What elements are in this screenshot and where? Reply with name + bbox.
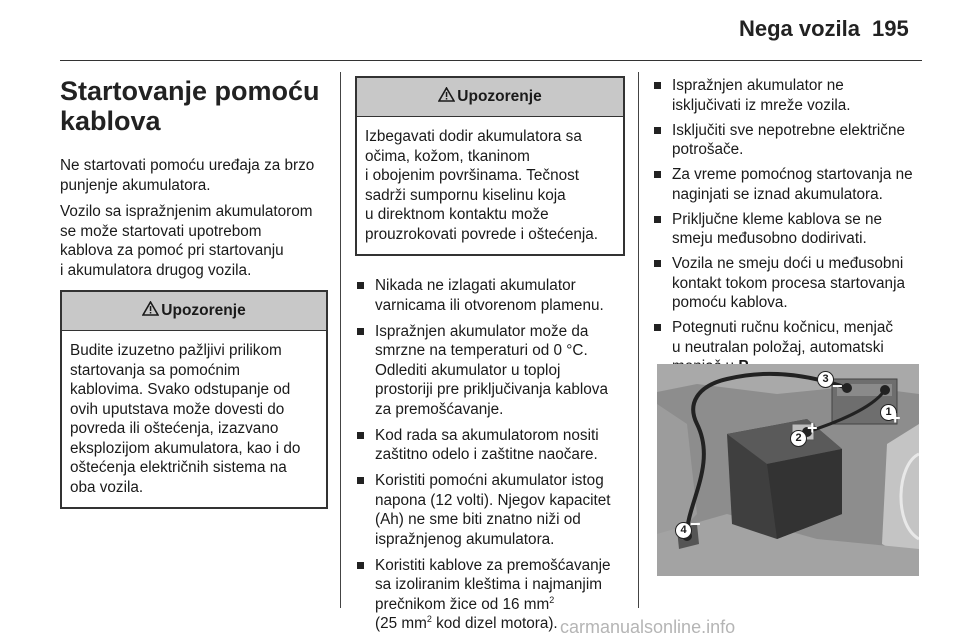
- engine-bay-drawing: [657, 364, 919, 576]
- text-line: povreda ili oštećenja, izazvano: [70, 420, 279, 437]
- warning-box: [60, 290, 328, 509]
- text-line: Koristiti pomoćni akumulator istog: [375, 472, 604, 489]
- running-header-title: Nega vozila: [738, 16, 860, 41]
- text-line: i obojenim površinama. Tečnost: [365, 167, 579, 184]
- bullet-square-icon: [357, 477, 364, 484]
- text-line: u direktnom kontaktu može: [365, 206, 549, 223]
- text-line: očima, kožom, tkaninom: [365, 147, 530, 165]
- intro-paragraph: [60, 156, 328, 195]
- text-line: sa izoliranim kleštima i najmanjim: [375, 576, 602, 593]
- text-line: pomoću kablova.: [672, 294, 788, 311]
- text-line: u neutralan položaj, automatski: [672, 338, 884, 356]
- text-line: Vozilo sa ispražnjenim akumulatorom: [60, 203, 313, 220]
- warning-body: [62, 331, 326, 507]
- text-line: (Ah) ne sme biti znatno niži od: [375, 511, 581, 528]
- list-item: [652, 210, 928, 249]
- section-title: [60, 76, 328, 136]
- text-line: kontakt tokom procesa startovanja: [672, 274, 905, 292]
- plus-symbol: +: [807, 418, 818, 438]
- bullet-square-icon: [654, 127, 661, 134]
- text-line: kablova za pomoć pri startovanju: [60, 242, 284, 259]
- header-rule: [60, 60, 922, 61]
- text-line: prostoriji pre priključivanja kablova: [375, 381, 608, 398]
- superscript: 2: [549, 594, 555, 605]
- bullet-square-icon: [357, 562, 364, 569]
- section-title-line: kablova: [60, 106, 161, 136]
- text-line: za premošćavanje.: [375, 400, 504, 418]
- minus-symbol: −: [832, 376, 843, 396]
- column-divider: [638, 72, 639, 608]
- text-line: zaštitno odelo i zaštitne naočare.: [375, 446, 598, 463]
- text-line: Potegnuti ručnu kočnicu, menjač: [672, 319, 894, 336]
- bullet-square-icon: [654, 171, 661, 178]
- text-line: Isključiti sve nepotrebne električne: [672, 121, 905, 139]
- watermark: carmanualsonline.info: [560, 617, 736, 637]
- list-item: [355, 276, 625, 315]
- warning-triangle-icon: [142, 301, 159, 322]
- text-line: napona (12 volti). Njegov kapacitet: [375, 491, 611, 509]
- text-line: oba vozila.: [70, 478, 144, 496]
- column-2: [355, 76, 625, 640]
- text-line: Izbegavati dodir akumulatora sa: [365, 128, 582, 145]
- list-item: [355, 322, 625, 420]
- callout-4: 4: [675, 522, 692, 539]
- list-item: [355, 426, 625, 465]
- text-line: ovih uputstava može dovesti do: [70, 400, 285, 418]
- warning-box: [355, 76, 625, 256]
- bullet-square-icon: [654, 216, 661, 223]
- text-line: Vozila ne smeju doći u međusobni: [672, 255, 904, 272]
- warning-header: [357, 78, 623, 117]
- text-line: Priključne kleme kablova se ne: [672, 210, 883, 228]
- bullet-list: [355, 276, 625, 634]
- text-line: eksplozijom akumulatora, kao i do: [70, 439, 301, 457]
- bullet-square-icon: [654, 82, 661, 89]
- intro-paragraph: [60, 202, 328, 280]
- text-line: potrošače.: [672, 141, 744, 158]
- text-line: Ispražnjen akumulator može da: [375, 322, 589, 340]
- bullet-square-icon: [654, 260, 661, 267]
- text-span: kod dizel motora).: [431, 615, 558, 632]
- text-line: sadrži sumpornu kiselinu koja: [365, 186, 566, 204]
- text-span: prečnikom žice od 16 mm: [375, 595, 550, 613]
- minus-symbol: −: [690, 514, 701, 534]
- callout-1: 1: [880, 404, 897, 421]
- text-line: Ispražnjen akumulator ne: [672, 77, 844, 94]
- text-line: ispražnjenog akumulatora.: [375, 530, 555, 548]
- text-line: oštećenja električnih sistema na: [70, 459, 287, 476]
- column-divider: [340, 72, 341, 608]
- text-line: [375, 595, 625, 615]
- text-line: Koristiti kablove za premošćavanje: [375, 556, 611, 574]
- text-line: isključivati iz mreže vozila.: [672, 96, 851, 114]
- text-line: Za vreme pomoćnog startovanja ne: [672, 166, 913, 183]
- page-number: 195: [872, 16, 909, 41]
- text-line: prouzrokovati povrede i oštećenja.: [365, 225, 598, 243]
- text-line: i akumulatora drugog vozila.: [60, 261, 252, 279]
- jump-start-illustration: [657, 364, 919, 576]
- text-line: kablovima. Svako odstupanje od: [70, 381, 291, 398]
- bullet-square-icon: [357, 328, 364, 335]
- list-item: [652, 76, 928, 115]
- section-title-line: Startovanje pomoću: [60, 76, 320, 106]
- text-line: startovanja sa pomoćnim: [70, 361, 241, 379]
- text-line: Odlediti akumulator u toploj: [375, 361, 561, 379]
- plus-symbol: +: [890, 408, 901, 428]
- text-line: varnicama ili otvorenom plamenu.: [375, 296, 604, 314]
- superscript: 2: [426, 613, 432, 624]
- column-1: [60, 76, 328, 509]
- text-span: (25 mm: [375, 615, 427, 632]
- text-line: Budite izuzetno pažljivi prilikom: [70, 342, 282, 359]
- list-item: [355, 471, 625, 549]
- list-item: [652, 165, 928, 204]
- text-line: se može startovati upotrebom: [60, 222, 262, 240]
- bullet-square-icon: [357, 432, 364, 439]
- text-line: smeju međusobno dodirivati.: [672, 230, 867, 247]
- callout-3: 3: [817, 371, 834, 388]
- bullet-list: [652, 76, 928, 377]
- warning-header: [62, 292, 326, 331]
- text-line: smrzne na temperaturi od 0 °C.: [375, 342, 588, 359]
- text-line: Nikada ne izlagati akumulator: [375, 277, 576, 294]
- list-item: [652, 254, 928, 313]
- text-line: punjenje akumulatora.: [60, 176, 211, 194]
- list-item: [652, 121, 928, 160]
- warning-heading: Upozorenje: [457, 88, 542, 106]
- column-3: [652, 76, 928, 382]
- text-line: Kod rada sa akumulatorom nositi: [375, 426, 599, 444]
- bullet-square-icon: [357, 282, 364, 289]
- text-line: naginjati se iznad akumulatora.: [672, 185, 883, 203]
- warning-heading: Upozorenje: [161, 302, 246, 320]
- callout-2: 2: [790, 430, 807, 447]
- warning-body: [357, 117, 623, 254]
- bullet-square-icon: [654, 324, 661, 331]
- warning-triangle-icon: [438, 87, 455, 108]
- text-line: Ne startovati pomoću uređaja za brzo: [60, 157, 315, 174]
